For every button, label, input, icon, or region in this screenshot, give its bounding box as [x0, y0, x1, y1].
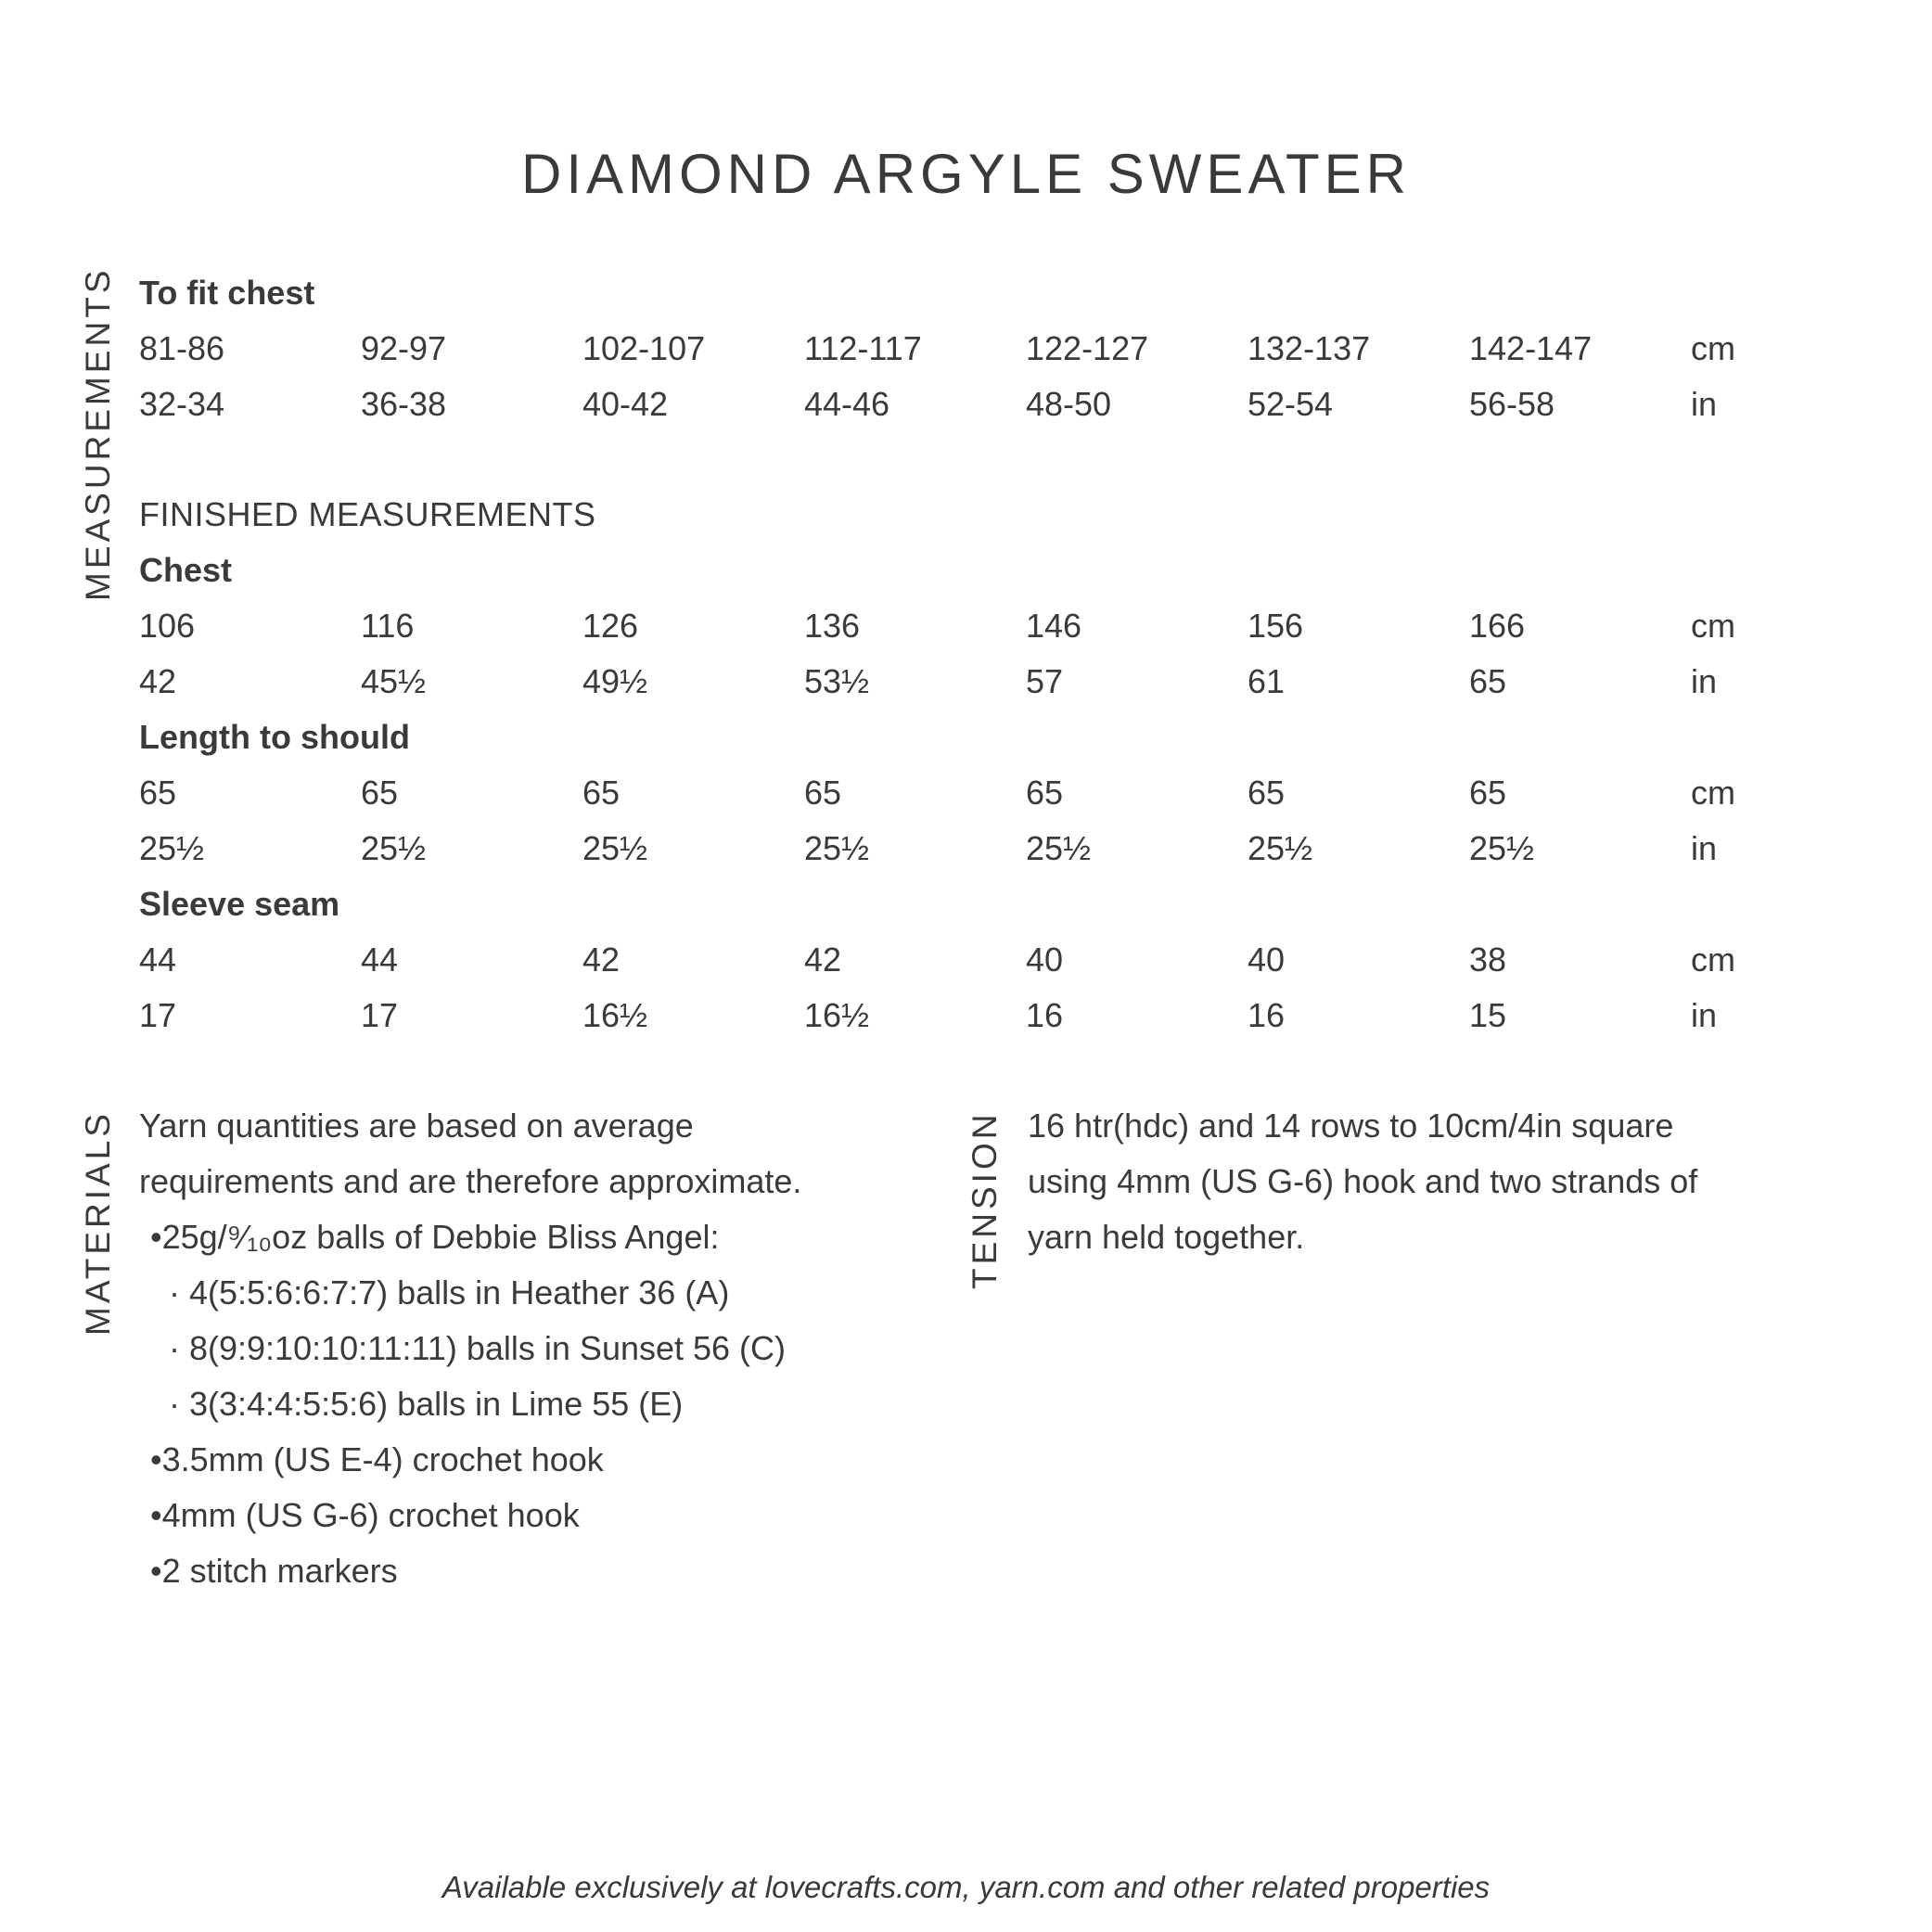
size-cell: 52-54 [1247, 385, 1334, 423]
size-cell: 16 [1247, 996, 1286, 1034]
size-cell: 65 [1469, 662, 1507, 700]
size-cell: 136 [804, 607, 861, 645]
tension-side-label: TENSION [966, 1110, 1004, 1289]
size-cell: 15 [1469, 996, 1507, 1034]
sleeve-heading: Sleeve seam [139, 885, 340, 923]
size-cell: 44 [361, 940, 399, 979]
size-cell: 65 [582, 774, 621, 812]
length-cm-row [139, 765, 1883, 821]
size-cell: 116 [361, 607, 415, 645]
size-cell: 44 [139, 940, 177, 979]
materials-item: •2 stitch markers [150, 1552, 398, 1590]
unit-cell: in [1691, 385, 1718, 423]
size-cell: 17 [361, 996, 399, 1034]
size-cell: 45½ [361, 662, 427, 700]
to-fit-chest-section [139, 265, 1883, 432]
unit-cell: in [1691, 996, 1718, 1034]
page-title: DIAMOND ARGYLE SWEATER [520, 143, 1412, 205]
size-cell: 142-147 [1469, 329, 1593, 367]
size-cell: 156 [1247, 607, 1304, 645]
size-cell: 40-42 [582, 385, 669, 423]
size-cell: 56-58 [1469, 385, 1555, 423]
unit-cell: cm [1691, 607, 1735, 645]
chest-cm-row [139, 598, 1883, 654]
unit-cell: in [1691, 829, 1718, 867]
measurements-side-label: MEASUREMENTS [79, 266, 117, 601]
size-cell: 38 [1469, 940, 1507, 979]
sleeve-in-row [139, 988, 1883, 1043]
size-cell: 65 [1247, 774, 1286, 812]
size-cell: 81-86 [139, 329, 225, 367]
size-cell: 65 [804, 774, 842, 812]
chest-heading: Chest [139, 551, 233, 589]
materials-subitem: · 4(5:5:6:6:7:7) balls in Heather 36 (A) [169, 1273, 730, 1311]
size-cell: 40 [1026, 940, 1064, 979]
size-cell: 132-137 [1247, 329, 1371, 367]
size-cell: 102-107 [582, 329, 706, 367]
unit-cell: in [1691, 662, 1718, 700]
size-cell: 57 [1026, 662, 1064, 700]
to-fit-chest-cm-row [139, 321, 1883, 377]
size-cell: 25½ [139, 829, 205, 867]
size-cell: 17 [139, 996, 177, 1034]
to-fit-chest-in-row [139, 377, 1883, 432]
size-cell: 42 [582, 940, 621, 979]
size-cell: 25½ [361, 829, 427, 867]
tension-line: using 4mm (US G-6) hook and two strands of [1028, 1162, 1698, 1200]
size-cell: 16½ [582, 996, 648, 1034]
size-cell: 92-97 [361, 329, 447, 367]
size-cell: 61 [1247, 662, 1286, 700]
size-cell: 126 [582, 607, 639, 645]
materials-intro-line: Yarn quantities are based on average [139, 1107, 694, 1145]
size-cell: 25½ [1247, 829, 1313, 867]
finished-measurements-section [139, 487, 1883, 1043]
chest-in-row [139, 654, 1883, 710]
size-cell: 65 [1026, 774, 1064, 812]
tension-section [1028, 1098, 1862, 1265]
length-in-row [139, 821, 1883, 876]
size-cell: 16 [1026, 996, 1064, 1034]
size-cell: 65 [361, 774, 399, 812]
sleeve-cm-row [139, 932, 1883, 988]
to-fit-chest-heading: To fit chest [139, 274, 315, 312]
size-cell: 16½ [804, 996, 870, 1034]
materials-side-label: MATERIALS [79, 1110, 117, 1336]
unit-cell: cm [1691, 774, 1735, 812]
finished-measurements-heading: FINISHED MEASUREMENTS [139, 495, 596, 533]
materials-item: •3.5mm (US E-4) crochet hook [150, 1440, 604, 1478]
size-cell: 48-50 [1026, 385, 1112, 423]
materials-intro-line: requirements and are therefore approximate. [139, 1162, 802, 1200]
materials-item: •4mm (US G-6) crochet hook [150, 1496, 580, 1534]
size-cell: 42 [804, 940, 842, 979]
size-cell: 65 [139, 774, 177, 812]
size-cell: 112-117 [804, 329, 922, 367]
size-cell: 42 [139, 662, 177, 700]
size-cell: 49½ [582, 662, 648, 700]
size-cell: 32-34 [139, 385, 225, 423]
size-cell: 40 [1247, 940, 1286, 979]
size-cell: 25½ [1469, 829, 1535, 867]
size-cell: 25½ [1026, 829, 1092, 867]
size-cell: 53½ [804, 662, 870, 700]
size-cell: 122-127 [1026, 329, 1149, 367]
footer-note: Available exclusively at lovecrafts.com, yarn.com and other related properties [441, 1870, 1491, 1904]
size-cell: 166 [1469, 607, 1526, 645]
tension-line: 16 htr(hdc) and 14 rows to 10cm/4in square [1028, 1107, 1674, 1145]
materials-section [139, 1098, 946, 1599]
size-cell: 36-38 [361, 385, 447, 423]
unit-cell: cm [1691, 329, 1735, 367]
size-cell: 65 [1469, 774, 1507, 812]
materials-subitem: · 3(3:4:4:5:5:6) balls in Lime 55 (E) [169, 1385, 684, 1423]
length-heading: Length to should [139, 718, 410, 756]
size-cell: 44-46 [804, 385, 890, 423]
size-cell: 25½ [804, 829, 870, 867]
unit-cell: cm [1691, 940, 1735, 979]
size-cell: 25½ [582, 829, 648, 867]
materials-item: •25g/⁹⁄₁₀oz balls of Debbie Bliss Angel: [150, 1218, 720, 1256]
size-cell: 146 [1026, 607, 1082, 645]
materials-subitem: · 8(9:9:10:10:11:11) balls in Sunset 56 (C) [169, 1329, 787, 1367]
tension-line: yarn held together. [1028, 1218, 1305, 1256]
size-cell: 106 [139, 607, 196, 645]
